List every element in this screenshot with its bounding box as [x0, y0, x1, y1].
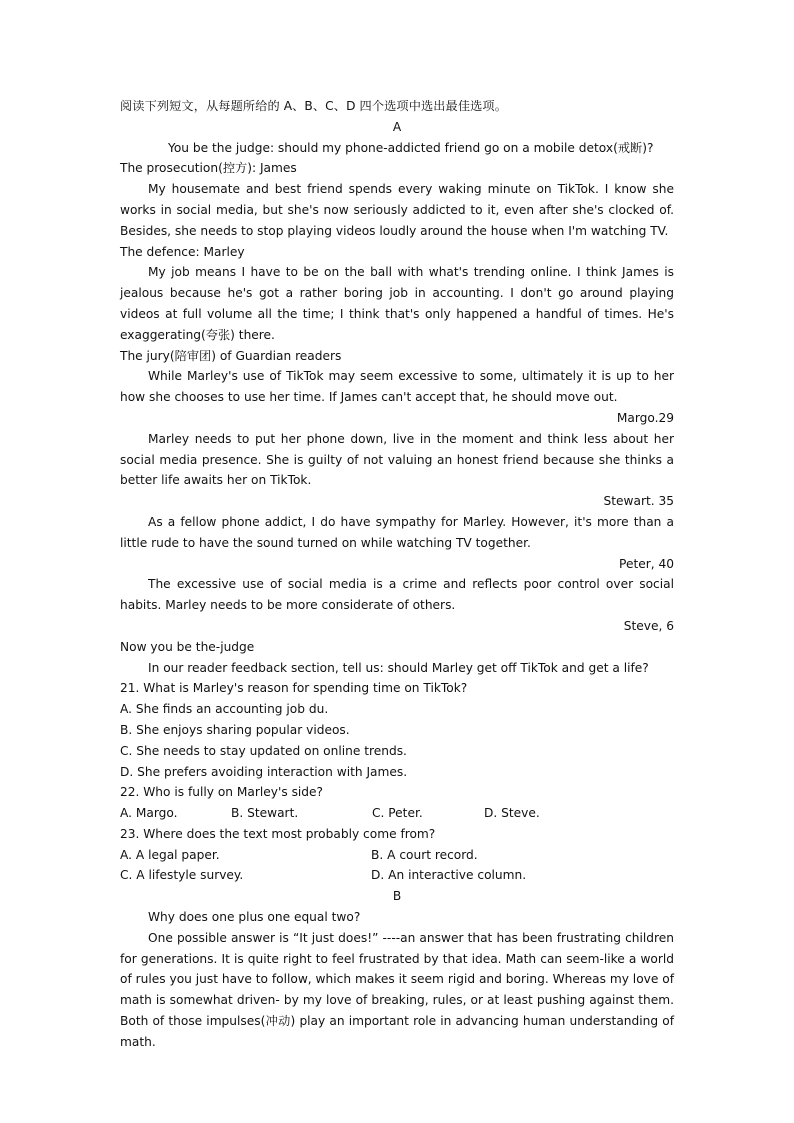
comment-text: As a fellow phone addict, I do have sympathy for Marley. However, it's more than a little rude to have the sound turned on while watching TV together. [120, 514, 674, 550]
defence-heading: The defence: Marley [120, 244, 245, 259]
q22-option-c: C. Peter. [372, 806, 423, 821]
jury-heading: The jury(陪审团) of Guardian readers [120, 348, 342, 363]
instruction: 阅读下列短文，从每题所给的 A、B、C、D 四个选项中选出最佳选项。 [120, 99, 507, 113]
q23-option-b: B. A court record. [371, 847, 478, 862]
q22-stem: 22. Who is fully on Marley's side? [120, 785, 324, 800]
q23-option-a: A. A legal paper. [120, 847, 220, 862]
comment-text: The excessive use of social media is a crime and reflects poor control over social habits. Marley needs to be more considerate of others. [120, 577, 674, 613]
passage-a-title: You be the judge: should my phone-addicted friend go on a mobile detox(戒断)? [168, 140, 654, 155]
passage-b-question: Why does one plus one equal two? [148, 910, 361, 925]
defence-text: My job means I have to be on the ball with what's trending online. I think James is jealous because he's got a rather boring job in accounting. I don't go around playing videos at full volume all the time; I think that's only happened a handful of times. He's exaggerating(夸张) there. [120, 265, 674, 342]
judge-text: In our reader feedback section, tell us: should Marley get off TikTok and get a life? [148, 660, 649, 675]
q22-options [120, 803, 674, 824]
exam-page [120, 96, 674, 1053]
q23-options-row2 [120, 865, 674, 886]
q21-option-a: A. She finds an accounting job du. [120, 702, 329, 717]
q23-option-c: C. A lifestyle survey. [120, 868, 244, 883]
comment-author: Steve, 6 [623, 618, 674, 633]
passage-b-label: B [392, 889, 402, 904]
judge-heading: Now you be the-judge [120, 639, 255, 654]
q21-stem: 21. What is Marley's reason for spending time on TikTok? [120, 681, 468, 696]
passage-b-paragraph: One possible answer is “It just does!” ----an answer that has been frustrating children for generations. It is quite right to feel frustrated by that idea. Math can seem-like a world of rules you just have to follow, which makes it seem rigid and boring. Whereas my love of math is somewhat driven- by my love of breaking, rules, or at least pushing against them. Both of those impulses(冲动) play an important role in advancing human understanding of math. [120, 930, 674, 1049]
q23-options-row1 [120, 845, 674, 866]
q22-option-a: A. Margo. [120, 806, 178, 821]
passage-a-label: A [392, 119, 402, 134]
prosecution-text: My housemate and best friend spends every waking minute on TikTok. I know she works in social media, but she's now seriously addicted to it, even after she's clocked of. Besides, she needs to stop playing videos loudly around the house when I'm watching TV. [120, 182, 674, 238]
comment-author: Peter, 40 [619, 556, 674, 571]
comment-author: Margo.29 [616, 410, 674, 425]
q21-option-d: D. She prefers avoiding interaction with James. [120, 764, 408, 779]
prosecution-heading: The prosecution(控方): James [120, 161, 297, 176]
q23-stem: 23. Where does the text most probably come from? [120, 826, 436, 841]
q22-option-b: B. Stewart. [231, 806, 299, 821]
comment-text: While Marley's use of TikTok may seem excessive to some, ultimately it is up to her how she chooses to use her time. If James can't accept that, he should move out. [120, 369, 674, 405]
comment-text: Marley needs to put her phone down, live in the moment and think less about her social media presence. She is guilty of not valuing an honest friend because she thinks a better life awaits her on TikTok. [120, 431, 674, 488]
q22-option-d: D. Steve. [484, 806, 540, 821]
q21-option-b: B. She enjoys sharing popular videos. [120, 722, 350, 737]
q23-option-d: D. An interactive column. [371, 868, 527, 883]
q21-option-c: C. She needs to stay updated on online trends. [120, 743, 407, 758]
comment-author: Stewart. 35 [603, 494, 674, 509]
